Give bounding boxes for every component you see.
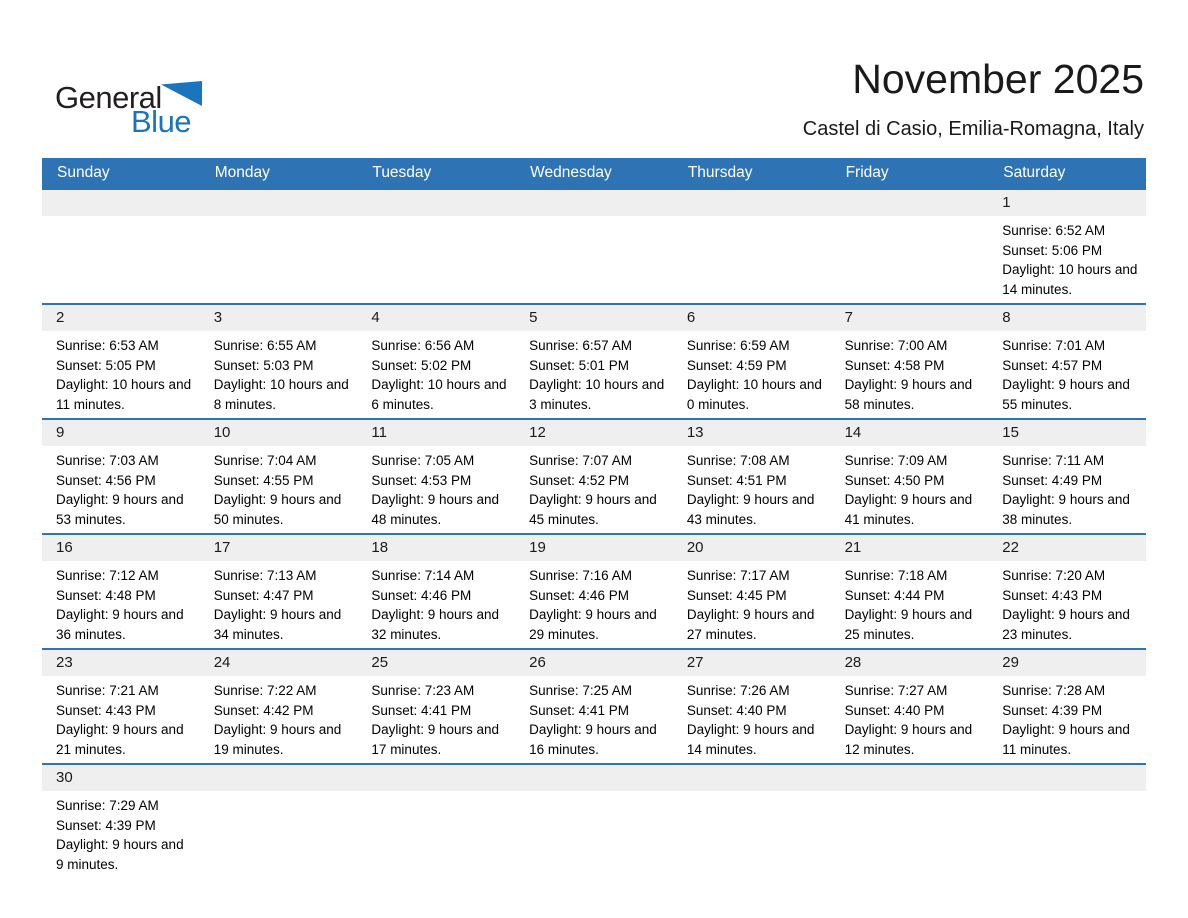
empty-cell	[515, 190, 673, 303]
detail-line: Daylight: 9 hours and 53 minutes.	[56, 492, 184, 527]
detail-line: Daylight: 9 hours and 27 minutes.	[686, 607, 815, 642]
week-row-4	[42, 533, 1146, 648]
detail-line: Sunset: 4:39 PM	[56, 817, 156, 833]
day-number: 21	[844, 539, 862, 556]
day-details	[371, 681, 507, 759]
detail-line: Sunrise: 6:52 AM	[1002, 223, 1106, 238]
day-details	[214, 336, 350, 414]
day-number: 13	[686, 424, 704, 441]
day-cell-10	[200, 420, 358, 533]
detail-line: Daylight: 10 hours and 11 minutes.	[56, 377, 192, 412]
detail-line: Sunrise: 7:20 AM	[1002, 568, 1106, 583]
detail-line: Sunset: 4:49 PM	[1002, 472, 1103, 488]
day-details	[1002, 451, 1138, 529]
detail-line: Daylight: 9 hours and 43 minutes.	[686, 492, 815, 527]
day-details	[371, 336, 507, 414]
week-row-1	[42, 188, 1146, 303]
day-number: 5	[529, 309, 538, 326]
day-cell-27	[673, 650, 831, 763]
day-number: 15	[1002, 424, 1019, 441]
day-number: 22	[1002, 539, 1019, 556]
logo-text-general: General	[55, 80, 162, 115]
day-cell-6	[673, 305, 831, 418]
day-cell-26	[515, 650, 673, 763]
day-number: 27	[686, 654, 704, 671]
day-details	[1002, 336, 1138, 414]
week-row-2	[42, 303, 1146, 418]
day-cell-16	[42, 535, 200, 648]
detail-line: Sunset: 4:47 PM	[213, 587, 314, 603]
detail-line: Sunset: 4:43 PM	[1002, 587, 1103, 603]
day-cell-9	[42, 420, 200, 533]
day-details	[371, 451, 507, 529]
day-details	[56, 451, 192, 529]
detail-line: Sunrise: 7:09 AM	[844, 453, 948, 468]
day-details	[56, 336, 192, 414]
day-details	[56, 796, 192, 874]
day-details	[687, 451, 823, 529]
detail-line: Sunset: 5:03 PM	[213, 357, 314, 373]
detail-line: Sunrise: 7:01 AM	[1002, 338, 1106, 353]
detail-line: Sunrise: 7:04 AM	[213, 453, 317, 468]
weekday-header-sunday: Sunday	[57, 164, 110, 181]
detail-line: Sunrise: 6:55 AM	[213, 338, 317, 353]
detail-line: Sunrise: 7:17 AM	[686, 568, 790, 583]
detail-line: Daylight: 10 hours and 14 minutes.	[1002, 262, 1138, 297]
detail-line: Daylight: 9 hours and 11 minutes.	[1002, 722, 1130, 757]
detail-line: Sunset: 5:05 PM	[56, 357, 156, 373]
detail-line: Sunrise: 7:00 AM	[844, 338, 948, 353]
general-blue-logo	[55, 80, 275, 140]
day-number: 2	[56, 309, 65, 326]
detail-line: Daylight: 9 hours and 19 minutes.	[213, 722, 342, 757]
weekday-header-monday: Monday	[214, 164, 270, 181]
day-cell-29	[988, 650, 1146, 763]
day-details	[529, 681, 665, 759]
page-title: November 2025	[852, 56, 1144, 102]
day-number: 10	[213, 424, 231, 441]
day-details	[1002, 221, 1138, 299]
detail-line: Sunset: 4:58 PM	[844, 357, 945, 373]
detail-line: Sunset: 5:02 PM	[371, 357, 472, 373]
detail-line: Sunset: 4:59 PM	[686, 357, 787, 373]
detail-line: Sunrise: 7:16 AM	[529, 568, 632, 583]
day-number: 20	[686, 539, 704, 556]
detail-line: Sunrise: 6:53 AM	[56, 338, 159, 353]
empty-cell	[357, 190, 515, 303]
week-row-6	[42, 763, 1146, 878]
detail-line: Sunset: 5:01 PM	[529, 357, 629, 373]
calendar-grid	[42, 188, 1146, 878]
detail-line: Daylight: 9 hours and 58 minutes.	[844, 377, 973, 412]
detail-line: Sunset: 4:45 PM	[686, 587, 787, 603]
detail-line: Sunset: 4:53 PM	[371, 472, 472, 488]
detail-line: Sunset: 4:52 PM	[529, 472, 629, 488]
weekday-header-saturday: Saturday	[1003, 164, 1066, 181]
day-number: 19	[529, 539, 546, 556]
detail-line: Sunrise: 7:22 AM	[213, 683, 317, 698]
detail-line: Daylight: 9 hours and 17 minutes.	[371, 722, 499, 757]
day-cell-30	[42, 765, 200, 878]
detail-line: Sunrise: 7:26 AM	[686, 683, 790, 698]
day-details	[214, 451, 350, 529]
day-number: 25	[371, 654, 389, 671]
detail-line: Daylight: 10 hours and 0 minutes.	[686, 377, 822, 412]
detail-line: Daylight: 10 hours and 8 minutes.	[213, 377, 349, 412]
empty-cell	[200, 765, 358, 878]
day-number: 3	[213, 309, 223, 326]
detail-line: Sunset: 4:42 PM	[213, 702, 314, 718]
day-cell-20	[673, 535, 831, 648]
day-details	[687, 566, 823, 644]
day-cell-13	[673, 420, 831, 533]
weekday-header-thursday: Thursday	[687, 164, 753, 181]
detail-line: Daylight: 10 hours and 3 minutes.	[529, 377, 665, 412]
day-details	[845, 681, 981, 759]
calendar-table	[42, 158, 1146, 878]
detail-line: Daylight: 9 hours and 36 minutes.	[56, 607, 184, 642]
day-cell-15	[988, 420, 1146, 533]
detail-line: Sunrise: 7:07 AM	[529, 453, 632, 468]
detail-line: Sunrise: 7:14 AM	[371, 568, 475, 583]
detail-line: Sunset: 4:50 PM	[844, 472, 945, 488]
day-number: 14	[844, 424, 862, 441]
day-details	[1002, 566, 1138, 644]
day-details	[845, 566, 981, 644]
detail-line: Sunset: 4:46 PM	[529, 587, 629, 603]
day-cell-3	[200, 305, 358, 418]
detail-line: Daylight: 9 hours and 23 minutes.	[1002, 607, 1130, 642]
day-details	[1002, 681, 1138, 759]
day-details	[371, 566, 507, 644]
detail-line: Daylight: 9 hours and 48 minutes.	[371, 492, 499, 527]
detail-line: Sunset: 4:41 PM	[371, 702, 472, 718]
empty-cell	[515, 765, 673, 878]
day-number: 29	[1002, 654, 1019, 671]
detail-line: Sunrise: 7:08 AM	[686, 453, 790, 468]
detail-line: Sunrise: 6:57 AM	[529, 338, 632, 353]
day-cell-1	[988, 190, 1146, 303]
day-cell-4	[357, 305, 515, 418]
day-cell-24	[200, 650, 358, 763]
detail-line: Daylight: 9 hours and 32 minutes.	[371, 607, 499, 642]
detail-line: Sunset: 4:41 PM	[529, 702, 629, 718]
detail-line: Sunrise: 7:27 AM	[844, 683, 948, 698]
detail-line: Sunrise: 7:29 AM	[56, 798, 159, 813]
day-details	[687, 681, 823, 759]
day-cell-17	[200, 535, 358, 648]
detail-line: Sunrise: 7:03 AM	[56, 453, 159, 468]
detail-line: Sunset: 4:40 PM	[844, 702, 945, 718]
detail-line: Daylight: 10 hours and 6 minutes.	[371, 377, 507, 412]
day-cell-19	[515, 535, 673, 648]
day-details	[845, 336, 981, 414]
day-number: 18	[371, 539, 389, 556]
day-cell-11	[357, 420, 515, 533]
empty-cell	[673, 190, 831, 303]
detail-line: Sunrise: 7:12 AM	[56, 568, 159, 583]
detail-line: Sunrise: 7:05 AM	[371, 453, 475, 468]
day-cell-23	[42, 650, 200, 763]
day-number: 28	[844, 654, 862, 671]
detail-line: Sunrise: 7:23 AM	[371, 683, 475, 698]
day-number: 24	[213, 654, 231, 671]
day-details	[845, 451, 981, 529]
day-number: 6	[686, 309, 696, 326]
day-number: 9	[56, 424, 65, 441]
detail-line: Sunset: 4:43 PM	[56, 702, 156, 718]
day-number: 30	[56, 769, 73, 786]
detail-line: Daylight: 9 hours and 21 minutes.	[56, 722, 184, 757]
detail-line: Daylight: 9 hours and 50 minutes.	[213, 492, 342, 527]
day-cell-7	[831, 305, 989, 418]
day-cell-8	[988, 305, 1146, 418]
week-row-3	[42, 418, 1146, 533]
day-cell-5	[515, 305, 673, 418]
page-subtitle: Castel di Casio, Emilia-Romagna, Italy	[802, 118, 1144, 140]
day-cell-21	[831, 535, 989, 648]
day-cell-22	[988, 535, 1146, 648]
week-row-5	[42, 648, 1146, 763]
day-number: 12	[529, 424, 546, 441]
day-details	[529, 336, 665, 414]
day-details	[56, 566, 192, 644]
detail-line: Daylight: 9 hours and 25 minutes.	[844, 607, 973, 642]
detail-line: Daylight: 9 hours and 45 minutes.	[529, 492, 657, 527]
day-cell-18	[357, 535, 515, 648]
empty-cell	[200, 190, 358, 303]
detail-line: Sunset: 4:40 PM	[686, 702, 787, 718]
day-details	[529, 566, 665, 644]
day-number: 23	[56, 654, 73, 671]
detail-line: Sunset: 4:55 PM	[213, 472, 314, 488]
day-number: 26	[529, 654, 546, 671]
detail-line: Sunset: 4:46 PM	[371, 587, 472, 603]
detail-line: Daylight: 9 hours and 34 minutes.	[213, 607, 342, 642]
day-details	[214, 566, 350, 644]
day-number: 8	[1002, 309, 1011, 326]
day-cell-25	[357, 650, 515, 763]
detail-line: Daylight: 9 hours and 41 minutes.	[844, 492, 973, 527]
detail-line: Daylight: 9 hours and 16 minutes.	[529, 722, 657, 757]
detail-line: Sunrise: 6:56 AM	[371, 338, 475, 353]
empty-cell	[673, 765, 831, 878]
day-number: 17	[213, 539, 231, 556]
day-details	[687, 336, 823, 414]
day-number: 16	[56, 539, 73, 556]
day-number: 7	[844, 309, 853, 326]
day-details	[529, 451, 665, 529]
detail-line: Daylight: 9 hours and 29 minutes.	[529, 607, 657, 642]
detail-line: Sunrise: 7:28 AM	[1002, 683, 1106, 698]
day-cell-28	[831, 650, 989, 763]
detail-line: Sunset: 4:39 PM	[1002, 702, 1103, 718]
detail-line: Sunrise: 7:18 AM	[844, 568, 948, 583]
empty-cell	[42, 190, 200, 303]
day-number: 4	[371, 309, 380, 326]
weekday-header-row	[42, 158, 1146, 188]
day-cell-14	[831, 420, 989, 533]
detail-line: Sunrise: 6:59 AM	[686, 338, 790, 353]
weekday-header-tuesday: Tuesday	[372, 164, 432, 181]
day-number: 1	[1002, 194, 1011, 211]
detail-line: Daylight: 9 hours and 12 minutes.	[844, 722, 973, 757]
empty-cell	[831, 765, 989, 878]
logo-text-blue: Blue	[131, 104, 192, 139]
detail-line: Sunset: 4:44 PM	[844, 587, 945, 603]
detail-line: Daylight: 9 hours and 55 minutes.	[1002, 377, 1130, 412]
detail-line: Sunset: 4:48 PM	[56, 587, 156, 603]
day-details	[56, 681, 192, 759]
detail-line: Sunrise: 7:25 AM	[529, 683, 632, 698]
detail-line: Daylight: 9 hours and 38 minutes.	[1002, 492, 1130, 527]
detail-line: Sunrise: 7:11 AM	[1002, 453, 1105, 468]
detail-line: Sunset: 4:51 PM	[686, 472, 787, 488]
day-details	[214, 681, 350, 759]
day-cell-2	[42, 305, 200, 418]
detail-line: Daylight: 9 hours and 14 minutes.	[686, 722, 815, 757]
detail-line: Sunset: 4:57 PM	[1002, 357, 1103, 373]
detail-line: Sunrise: 7:13 AM	[213, 568, 317, 583]
empty-cell	[988, 765, 1146, 878]
detail-line: Sunset: 4:56 PM	[56, 472, 156, 488]
empty-cell	[831, 190, 989, 303]
detail-line: Daylight: 9 hours and 9 minutes.	[56, 837, 184, 872]
detail-line: Sunset: 5:06 PM	[1002, 242, 1103, 258]
day-cell-12	[515, 420, 673, 533]
day-number: 11	[371, 424, 387, 441]
empty-cell	[357, 765, 515, 878]
weekday-header-friday: Friday	[845, 164, 889, 181]
logo-triangle-icon	[161, 81, 202, 106]
detail-line: Sunrise: 7:21 AM	[56, 683, 159, 698]
weekday-header-wednesday: Wednesday	[530, 164, 612, 181]
